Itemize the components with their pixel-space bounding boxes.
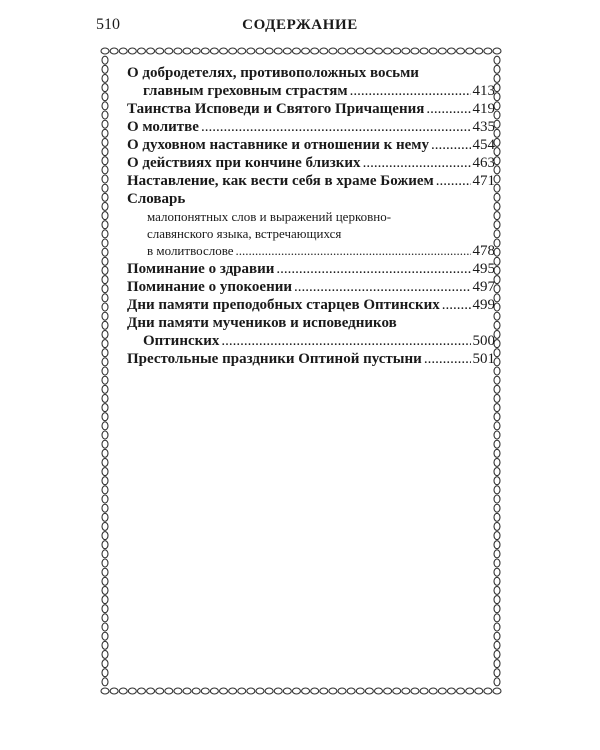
table-of-contents [127,64,495,368]
toc-entry-health-commemoration [127,260,495,278]
dot-leader [221,332,470,350]
dot-leader [442,296,471,314]
toc-page-number: 463 [472,155,495,171]
toc-page-number: 478 [472,243,495,259]
toc-page-number: 454 [472,137,495,153]
toc-page-number: 413 [472,83,495,99]
dot-leader [276,260,470,278]
toc-page-number: 497 [472,279,495,295]
toc-entry-title: Наставление, как вести себя в храме Божием [127,173,434,189]
toc-entry-title: Словарь [127,191,186,207]
toc-entry-title: О действиях при кончине близких [127,155,361,171]
dot-leader [350,82,471,100]
toc-entry-title: Дни памяти преподобных старцев Оптинских [127,297,440,313]
toc-entry-prayer [127,118,495,136]
toc-page-number: 499 [472,297,495,313]
toc-entry-title: Престольные праздники Оптиной пустыни [127,351,422,367]
toc-entry-subtitle: в молитвослове [147,243,234,258]
toc-entry-title: Дни памяти мучеников и исповедников [127,315,397,331]
toc-entry-title: Поминание о здравии [127,261,275,277]
toc-page-number: 435 [472,119,495,135]
toc-entry-optina-martyrs [127,314,495,350]
toc-entry-sacraments [127,100,495,118]
dot-leader [431,136,470,154]
dot-leader [424,350,471,368]
dot-leader [236,242,471,259]
dot-leader [363,154,471,172]
toc-page-number: 419 [472,101,495,117]
toc-entry-title: О духовном наставнике и отношении к нему [127,137,430,153]
toc-entry-patronal-feasts [127,350,495,368]
toc-entry-subtitle: малопонятных слов и выражений церковно- [147,209,392,224]
toc-entry-temple-conduct [127,172,495,190]
toc-entry-title-cont: главным греховным страстям [143,83,348,99]
dot-leader [294,278,471,296]
toc-page-number: 501 [472,351,495,367]
toc-page-number: 495 [472,261,495,277]
toc-entry-subtitle: славянского языка, встречающихся [147,226,342,241]
running-head: СОДЕРЖАНИЕ [242,17,358,33]
toc-entry-spiritual-guide [127,136,495,154]
toc-entry-title: Таинства Исповеди и Святого Причащения [127,101,425,117]
toc-entry-dictionary [127,190,495,260]
dot-leader [201,118,471,136]
toc-entry-title: О молитве [127,119,199,135]
page-number: 510 [96,16,120,33]
toc-page-number: 471 [472,173,495,189]
toc-page-number: 500 [472,333,495,349]
toc-entry-repose-commemoration [127,278,495,296]
toc-entry-title-cont: Оптинских [143,333,220,349]
toc-entry-virtues [127,64,495,100]
toc-entry-death-of-relatives [127,154,495,172]
toc-entry-title: Поминание о упокоении [127,279,292,295]
dot-leader [426,100,470,118]
dot-leader [436,172,471,190]
toc-entry-title: О добродетелях, противоположных восьми [127,65,419,81]
toc-entry-optina-elders [127,296,495,314]
